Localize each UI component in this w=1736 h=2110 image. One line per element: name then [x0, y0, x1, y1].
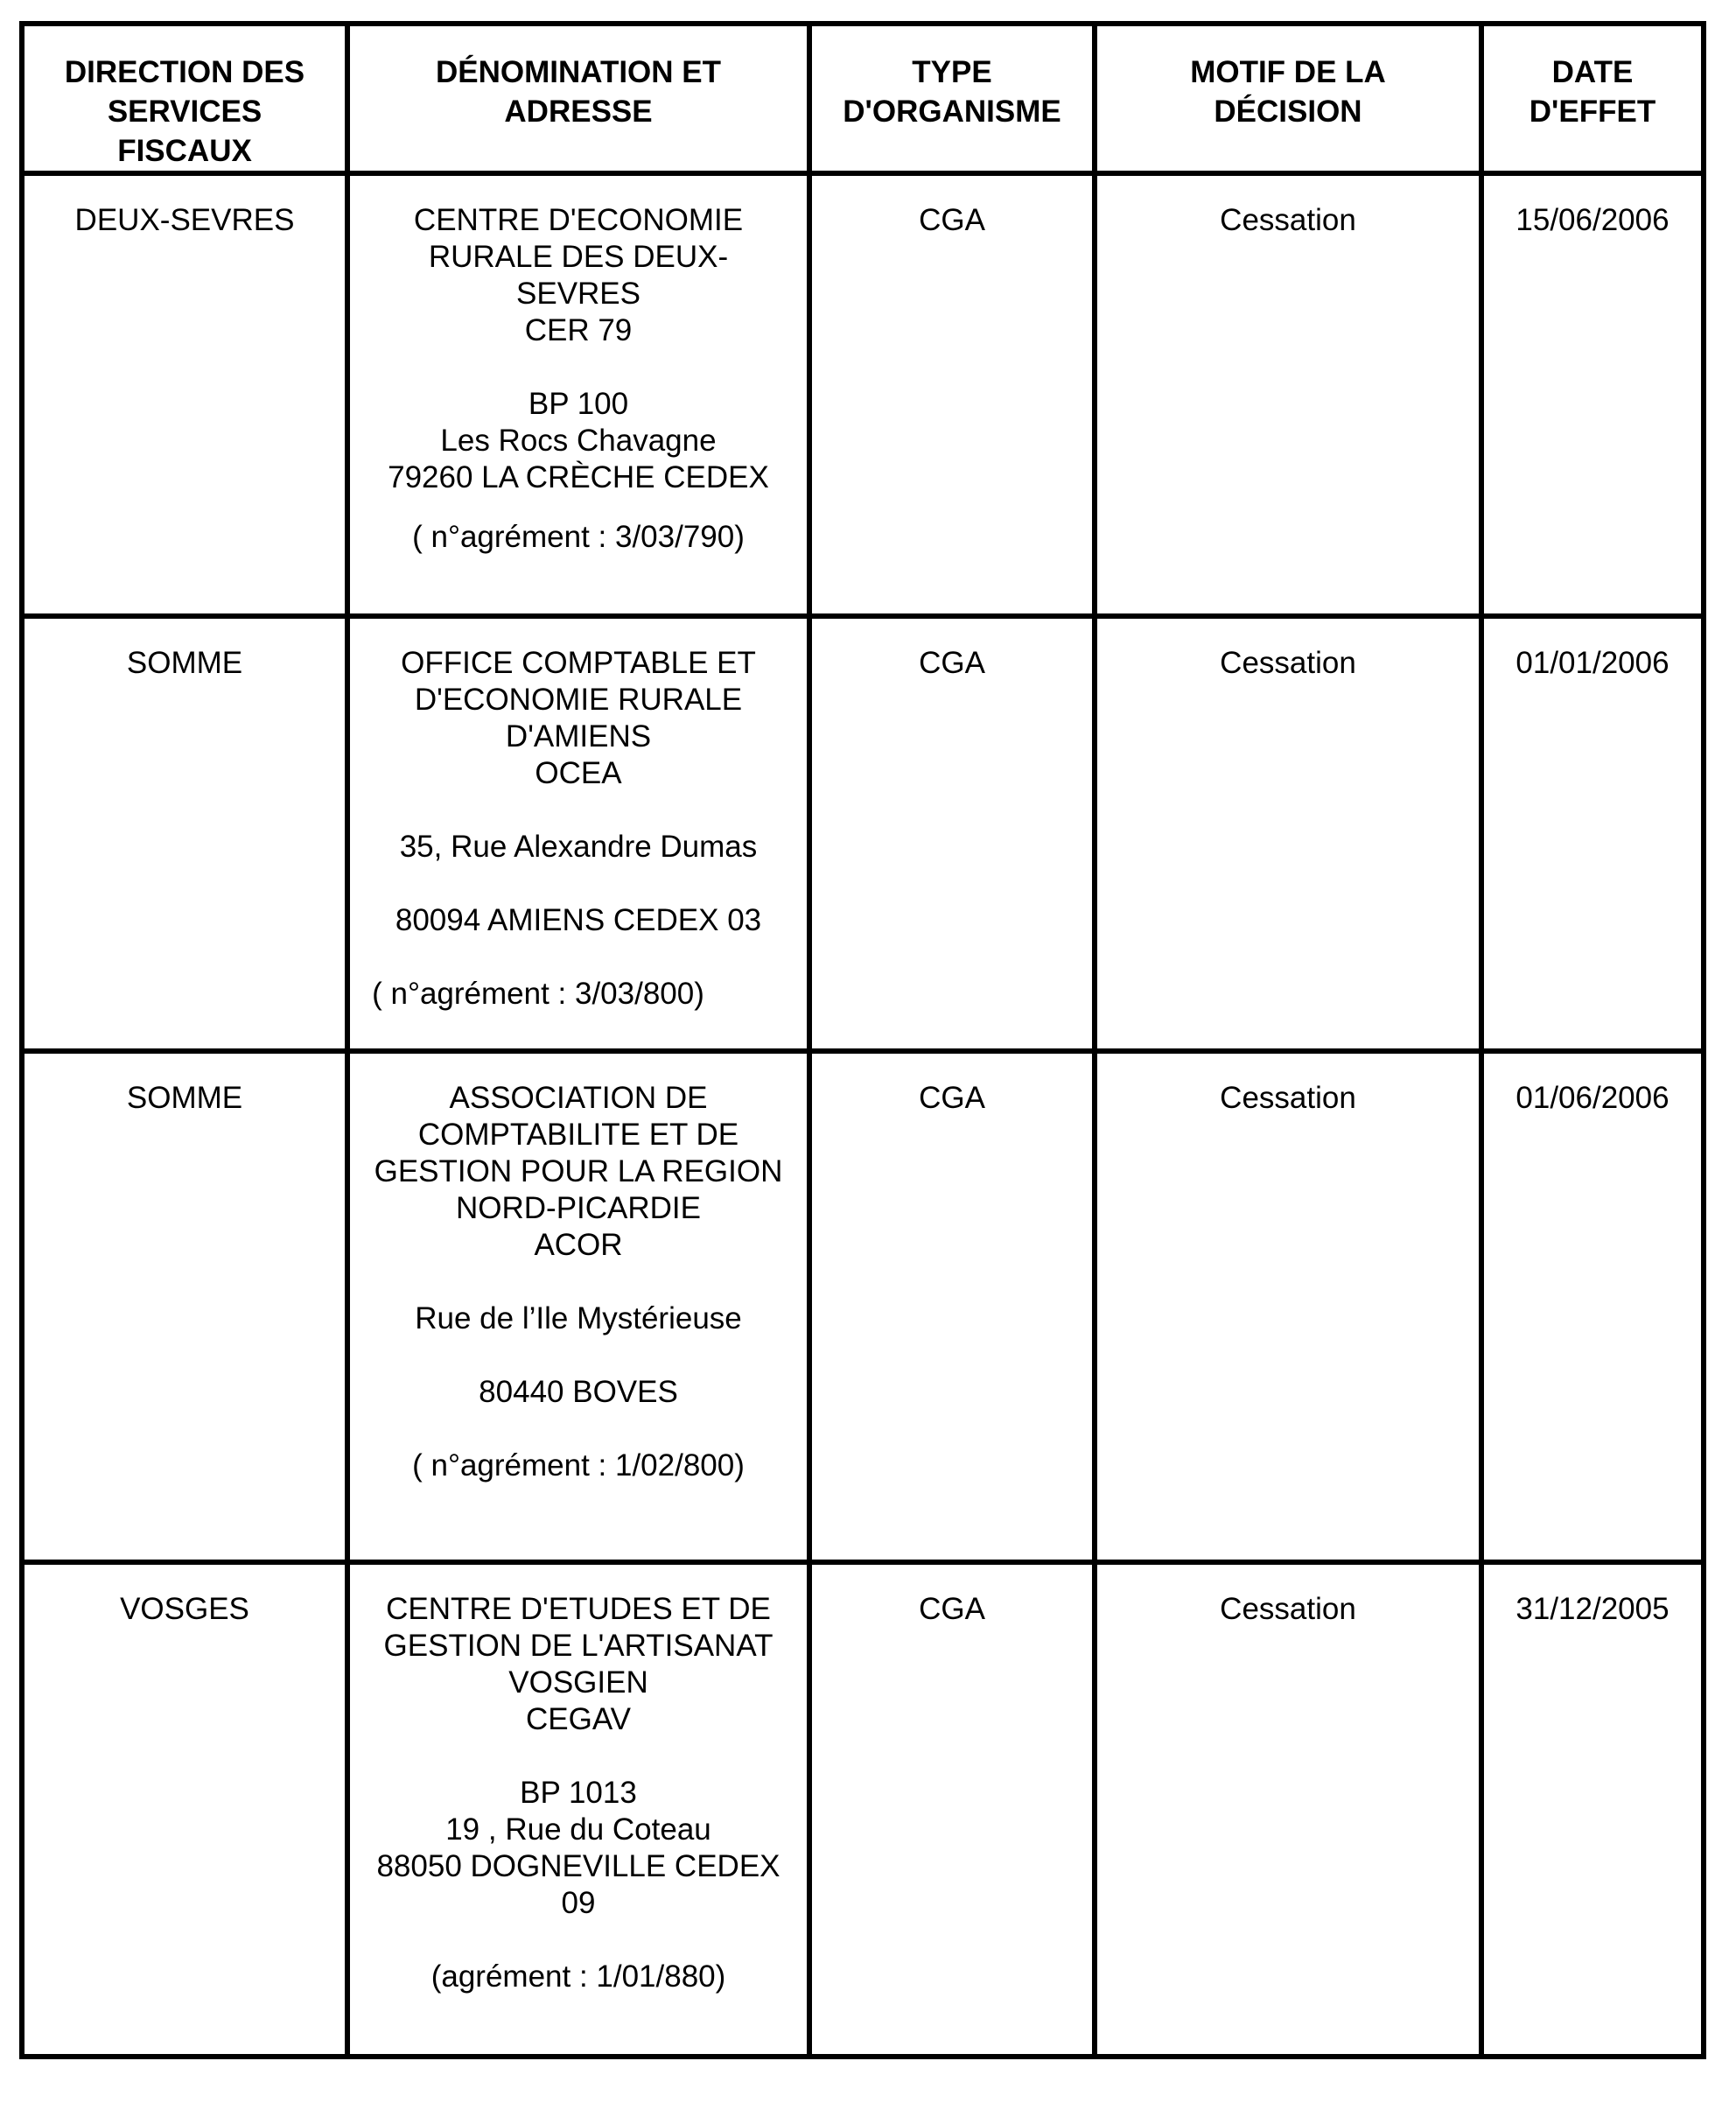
denomination-cell	[347, 173, 809, 616]
header-direction-line: FISCAUX	[117, 134, 252, 168]
agrement-number: ( n°agrément : 3/03/790)	[412, 520, 745, 554]
organisation-name-line: VOSGIEN	[508, 1665, 648, 1700]
address-line: 79260 LA CRÈCHE CEDEX	[388, 460, 769, 494]
header-row	[22, 24, 1704, 173]
organisation-name-line: CENTRE D'ETUDES ET DE	[386, 1592, 771, 1626]
organisation-acronym: OCEA	[535, 756, 622, 790]
header-date	[1481, 24, 1704, 173]
spacer	[355, 349, 802, 386]
organisation-name-line: NORD-PICARDIE	[455, 1191, 702, 1225]
address-line: BP 1013	[520, 1776, 637, 1810]
motif-cell: Cessation	[1095, 173, 1481, 616]
motif-cell: Cessation	[1095, 1051, 1481, 1562]
address-line: 88050 DOGNEVILLE CEDEX	[376, 1849, 780, 1883]
denomination-cell	[347, 1051, 809, 1562]
organisation-acronym: ACOR	[534, 1228, 623, 1262]
organisation-name-line: SEVRES	[516, 277, 640, 311]
agrement-number: ( n°agrément : 3/03/800)	[372, 977, 704, 1011]
header-motif-line: DÉCISION	[1214, 95, 1362, 129]
header-denomination	[347, 24, 809, 173]
spacer	[355, 1738, 802, 1775]
type-cell: CGA	[809, 616, 1095, 1051]
header-type	[809, 24, 1095, 173]
organisation-name-line: D'ECONOMIE RURALE	[414, 683, 743, 717]
denomination-cell	[347, 1562, 809, 2057]
header-motif	[1095, 24, 1481, 173]
header-direction-line: DIRECTION DES	[64, 55, 305, 89]
header-date-line: DATE	[1551, 55, 1634, 89]
spacer	[355, 1922, 802, 1959]
table-row	[22, 1562, 1704, 2057]
spacer	[355, 1411, 802, 1448]
header-motif-line: MOTIF DE LA	[1190, 55, 1386, 89]
organisation-name-line: GESTION DE L'ARTISANAT	[383, 1629, 774, 1663]
direction-cell: SOMME	[22, 616, 347, 1051]
header-date-line: D'EFFET	[1529, 95, 1656, 129]
header-type-line: TYPE	[912, 55, 992, 89]
spacer	[355, 866, 802, 902]
organisation-acronym: CER 79	[524, 313, 633, 347]
motif-cell: Cessation	[1095, 616, 1481, 1051]
organisation-name-line: CENTRE D'ECONOMIE	[413, 203, 744, 237]
address-line: 19 , Rue du Coteau	[445, 1812, 711, 1847]
table-row	[22, 173, 1704, 616]
date-cell: 01/06/2006	[1481, 1051, 1704, 1562]
spacer	[355, 939, 802, 976]
spacer	[355, 1264, 802, 1300]
direction-cell: DEUX-SEVRES	[22, 173, 347, 616]
address-line: BP 100	[528, 387, 629, 421]
header-denomination-line: ADRESSE	[504, 95, 653, 129]
header-direction-line: SERVICES	[107, 95, 262, 129]
direction-cell: SOMME	[22, 1051, 347, 1562]
organisation-name-line: COMPTABILITE ET DE	[417, 1118, 739, 1152]
address-line: 80440 BOVES	[479, 1375, 678, 1409]
direction-cell: VOSGES	[22, 1562, 347, 2057]
organisation-name-line: RURALE DES DEUX-	[428, 240, 729, 274]
header-denomination-line: DÉNOMINATION ET	[435, 55, 721, 89]
header-type-line: D'ORGANISME	[843, 95, 1061, 129]
table-row	[22, 1051, 1704, 1562]
spacer	[355, 496, 802, 519]
agrement-number: (agrément : 1/01/880)	[430, 1959, 726, 1994]
organisation-name-line: D'AMIENS	[505, 719, 652, 754]
spacer	[355, 1337, 802, 1374]
address-line: 09	[561, 1886, 596, 1920]
organisation-name-line: GESTION POUR LA REGION	[374, 1154, 783, 1188]
organisation-name-line: ASSOCIATION DE	[449, 1081, 708, 1115]
date-cell: 15/06/2006	[1481, 173, 1704, 616]
organisation-name-line: OFFICE COMPTABLE ET	[401, 646, 756, 680]
date-cell: 01/01/2006	[1481, 616, 1704, 1051]
agrement-number: ( n°agrément : 1/02/800)	[412, 1448, 745, 1483]
table-row	[22, 616, 1704, 1051]
spacer	[355, 792, 802, 829]
type-cell: CGA	[809, 1562, 1095, 2057]
type-cell: CGA	[809, 1051, 1095, 1562]
denomination-cell	[347, 616, 809, 1051]
header-direction	[22, 24, 347, 173]
date-cell: 31/12/2005	[1481, 1562, 1704, 2057]
decisions-table	[19, 21, 1706, 2059]
type-cell: CGA	[809, 173, 1095, 616]
motif-cell: Cessation	[1095, 1562, 1481, 2057]
address-line: Les Rocs Chavagne	[440, 424, 717, 458]
address-line: 35, Rue Alexandre Dumas	[399, 830, 758, 864]
address-line: 80094 AMIENS CEDEX 03	[395, 903, 762, 937]
address-line: Rue de l’Ile Mystérieuse	[415, 1301, 742, 1335]
organisation-acronym: CEGAV	[526, 1702, 631, 1736]
